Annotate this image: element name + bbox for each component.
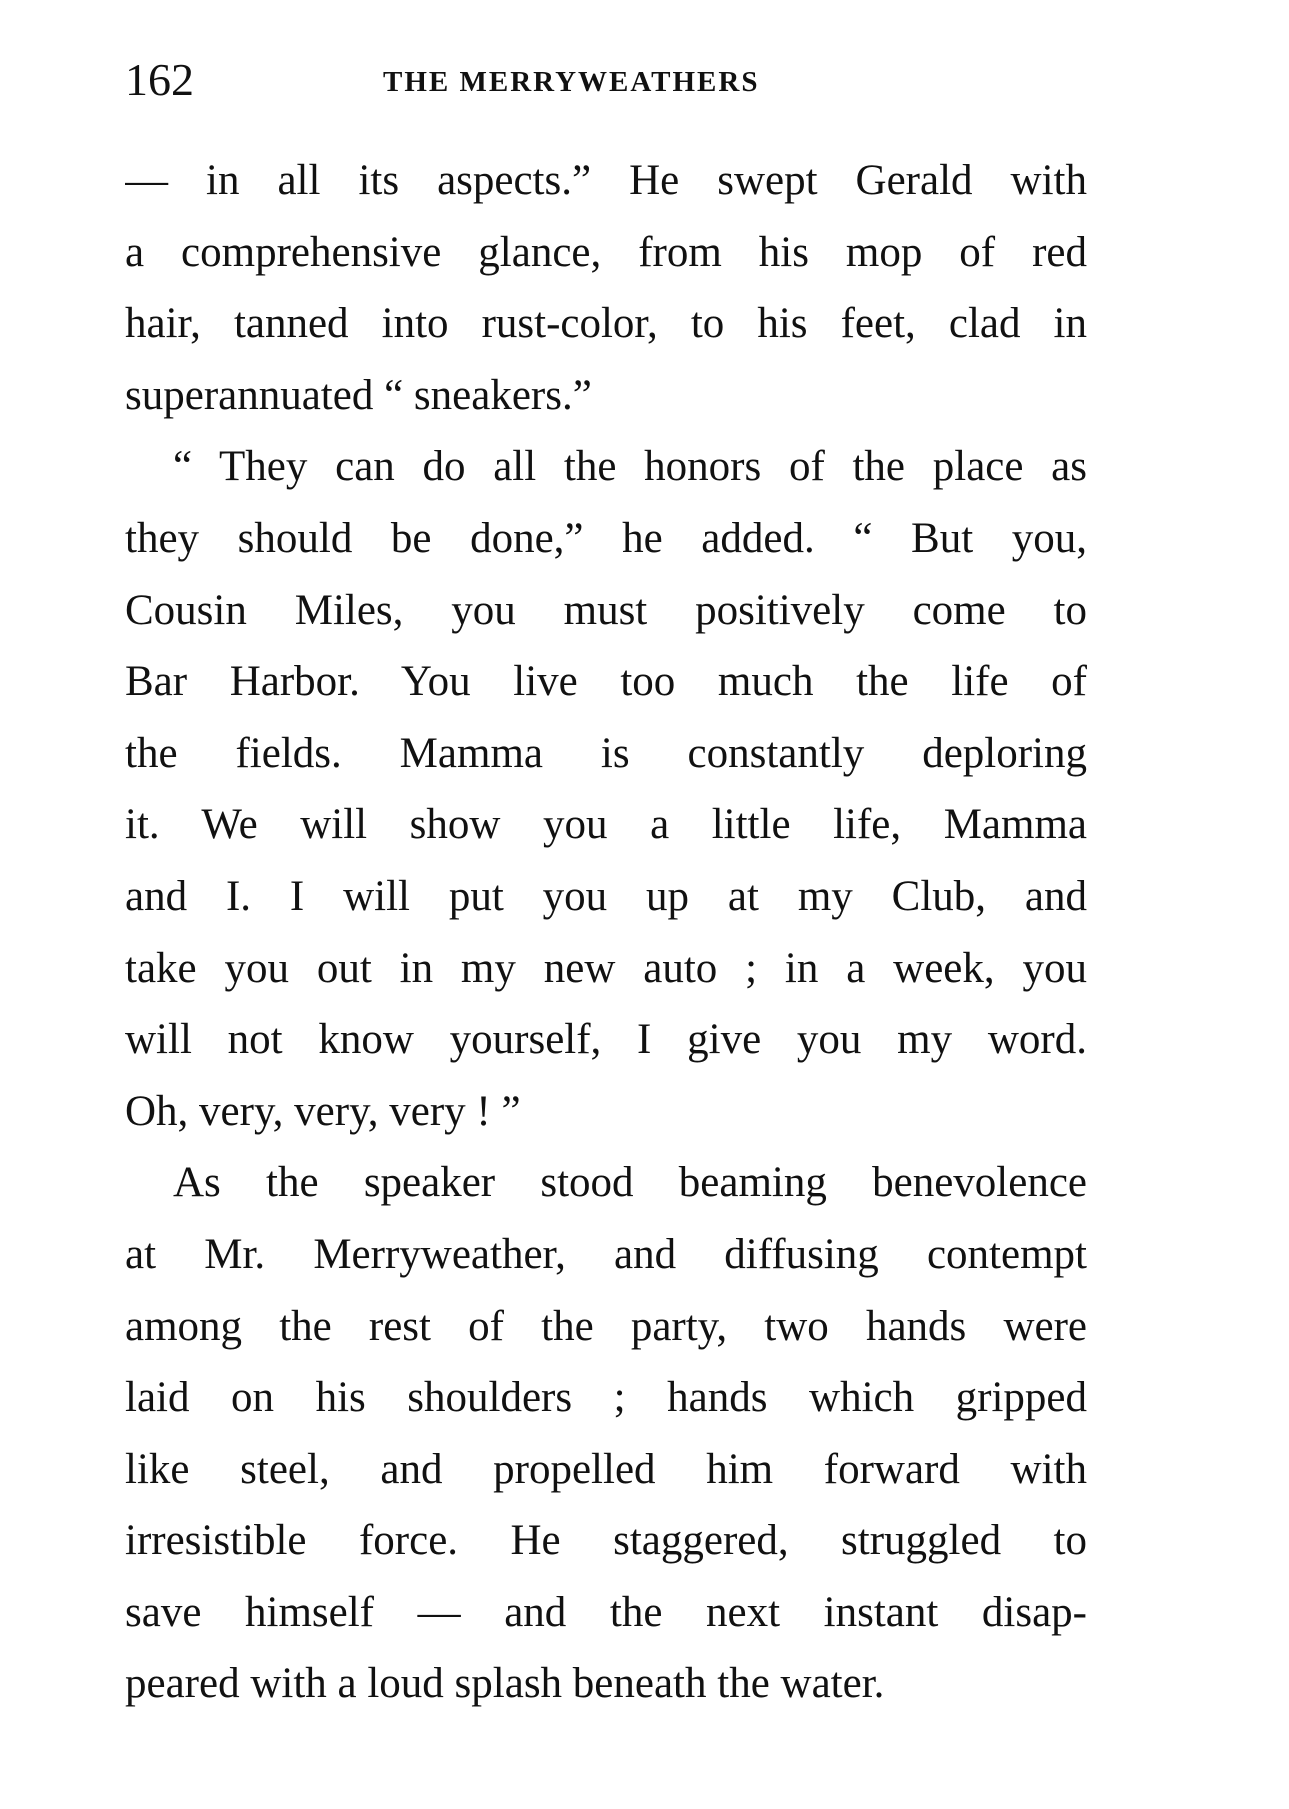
text-line: the fields. Mamma is constantly deploring (125, 729, 1087, 777)
text-line: peared with a loud splash beneath the water. (125, 1660, 885, 1708)
text-line: and I. I will put you up at my Club, and (125, 872, 1087, 920)
text-line: laid on his shoulders ; hands which gripped (125, 1374, 1087, 1422)
body-text (125, 145, 1087, 1720)
text-line: superannuated “ sneakers.” (125, 371, 592, 419)
text-line: it. We will show you a little life, Mamma (125, 801, 1087, 849)
text-line: save himself — and the next instant disap- (125, 1588, 1087, 1636)
text-line: “ They can do all the honors of the place as (173, 443, 1087, 491)
text-line: take you out in my new auto ; in a week, you (125, 944, 1087, 992)
text-line: irresistible force. He staggered, struggled to (125, 1517, 1087, 1565)
text-line: like steel, and propelled him forward with (125, 1445, 1087, 1493)
text-line: among the rest of the party, two hands were (125, 1302, 1087, 1350)
page-header (125, 50, 1095, 110)
text-line: at Mr. Merryweather, and diffusing contempt (125, 1230, 1087, 1278)
text-line: Oh, very, very, very ! ” (125, 1087, 521, 1135)
text-line: As the speaker stood beaming benevolence (173, 1159, 1087, 1207)
text-line: will not know yourself, I give you my word. (125, 1016, 1087, 1064)
page-number: 162 (125, 54, 194, 105)
text-line: they should be done,” he added. “ But you, (125, 514, 1087, 562)
text-line: Cousin Miles, you must positively come to (125, 586, 1087, 634)
text-line: a comprehensive glance, from his mop of red (125, 228, 1087, 276)
text-line: Bar Harbor. You live too much the life of (125, 658, 1087, 706)
running-title: THE MERRYWEATHERS (383, 66, 760, 98)
text-line: hair, tanned into rust-color, to his feet, clad in (125, 300, 1087, 348)
text-line: — in all its aspects.” He swept Gerald with (125, 157, 1087, 204)
